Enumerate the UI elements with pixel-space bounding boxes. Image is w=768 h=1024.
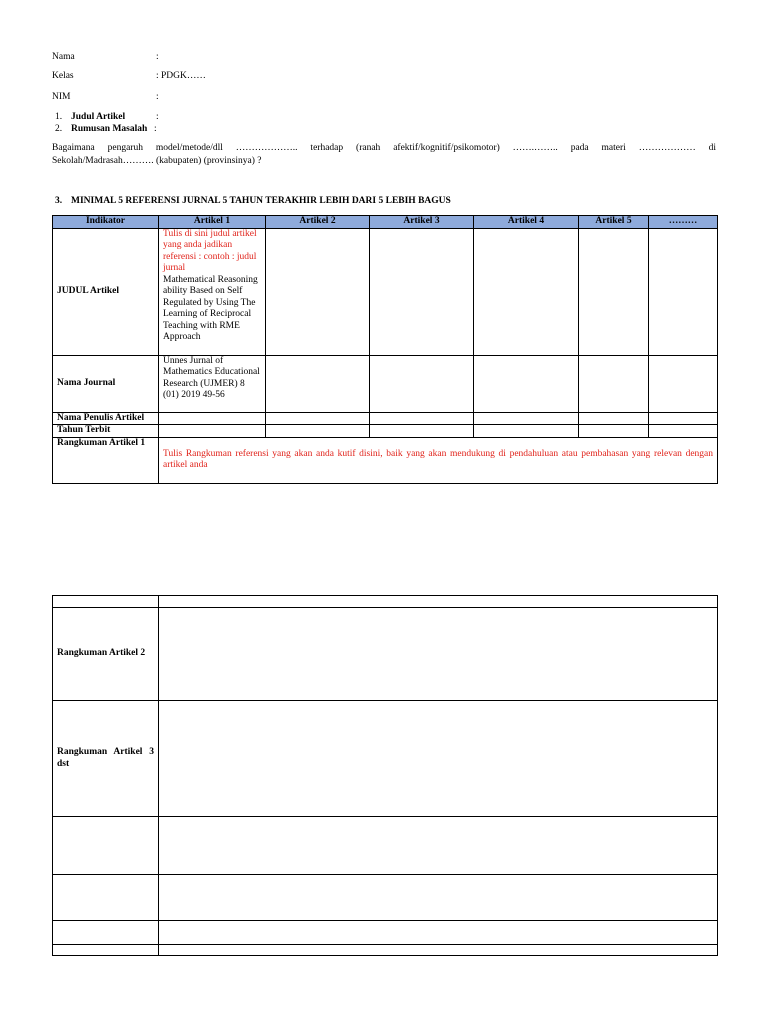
cell-rangkuman-2[interactable] bbox=[159, 608, 718, 701]
summary-row-2 bbox=[53, 608, 718, 701]
cell-judul-more[interactable] bbox=[649, 228, 718, 355]
summary-cell-empty-6[interactable] bbox=[159, 921, 718, 945]
row-label-rangkuman-3: Rangkuman Artikel 3 dst bbox=[53, 701, 159, 817]
cell-tahun-artikel-3[interactable] bbox=[370, 425, 474, 438]
cell-journal-artikel-4[interactable] bbox=[474, 355, 579, 412]
reference-table bbox=[52, 215, 718, 484]
cell-journal-artikel-2[interactable] bbox=[266, 355, 370, 412]
row-label-journal: Nama Journal bbox=[53, 355, 159, 412]
cell-tahun-artikel-2[interactable] bbox=[266, 425, 370, 438]
summary-label-empty-1 bbox=[53, 596, 159, 608]
summary-row-4 bbox=[53, 817, 718, 875]
item-2-value: : bbox=[154, 124, 157, 134]
row-label-penulis: Nama Penulis Artikel bbox=[53, 412, 159, 425]
journal-value: Unnes Jurnal of Mathematics Educational Research (UJMER) 8 (01) 2019 49-56 bbox=[163, 355, 260, 400]
header-artikel-1: Artikel 1 bbox=[159, 216, 266, 229]
summary-row-7 bbox=[53, 945, 718, 956]
table-row-journal bbox=[53, 355, 718, 412]
cell-judul-artikel-3[interactable] bbox=[370, 228, 474, 355]
summary-table bbox=[52, 595, 718, 956]
summary-row-5 bbox=[53, 875, 718, 921]
cell-penulis-artikel-5[interactable] bbox=[579, 412, 649, 425]
nim-value: : bbox=[156, 92, 159, 102]
table-row-penulis bbox=[53, 412, 718, 425]
cell-penulis-artikel-3[interactable] bbox=[370, 412, 474, 425]
summary-row-3 bbox=[53, 701, 718, 817]
table-row-judul bbox=[53, 228, 718, 355]
cell-penulis-more[interactable] bbox=[649, 412, 718, 425]
header-more: ……… bbox=[649, 216, 718, 229]
rangkuman-1-hint: Tulis Rangkuman referensi yang akan anda kutif disini, baik yang akan mendukung di pendahuluan atau pembahasan yang relevan dengan artikel anda bbox=[163, 448, 713, 470]
cell-journal-more[interactable] bbox=[649, 355, 718, 412]
judul-hint: Tulis di sini judul artikel yang anda jadikan referensi : contoh : judul jurnal bbox=[163, 228, 257, 273]
row-label-rangkuman-2: Rangkuman Artikel 2 bbox=[53, 608, 159, 701]
problem-line-1: Bagaimana pengaruh model/metode/dll ……………….. terhadap (ranah afektif/kognitif/psikomotor) …….…….. pada materi ……………… di bbox=[52, 143, 716, 153]
summary-label-empty-5 bbox=[53, 875, 159, 921]
cell-judul-artikel-1[interactable] bbox=[159, 228, 266, 355]
summary-row-6 bbox=[53, 921, 718, 945]
cell-tahun-artikel-1[interactable] bbox=[159, 425, 266, 438]
cell-penulis-artikel-1[interactable] bbox=[159, 412, 266, 425]
item-1-number: 1. bbox=[55, 112, 63, 122]
summary-label-empty-6 bbox=[53, 921, 159, 945]
kelas-label: Kelas bbox=[52, 71, 74, 81]
problem-line-2: Sekolah/Madrasah………. (kabupaten) (provinsinya) ? bbox=[52, 156, 262, 166]
cell-penulis-artikel-4[interactable] bbox=[474, 412, 579, 425]
summary-label-empty-4 bbox=[53, 817, 159, 875]
row-label-rangkuman-1: Rangkuman Artikel 1 bbox=[53, 437, 159, 483]
nama-value: : bbox=[156, 52, 159, 62]
row-label-judul: JUDUL Artikel bbox=[53, 228, 159, 355]
cell-tahun-artikel-5[interactable] bbox=[579, 425, 649, 438]
cell-journal-artikel-3[interactable] bbox=[370, 355, 474, 412]
cell-rangkuman-1[interactable] bbox=[159, 437, 718, 483]
cell-journal-artikel-5[interactable] bbox=[579, 355, 649, 412]
cell-tahun-more[interactable] bbox=[649, 425, 718, 438]
kelas-value: : PDGK…… bbox=[156, 71, 206, 81]
item-1-label: Judul Artikel bbox=[71, 112, 126, 122]
summary-row-top bbox=[53, 596, 718, 608]
nama-label: Nama bbox=[52, 52, 75, 62]
judul-value: Mathematical Reasoning ability Based on Self Regulated by Using The Learning of Reciprocal Teaching with RME Approach bbox=[163, 274, 258, 342]
header-artikel-2: Artikel 2 bbox=[266, 216, 370, 229]
section-3-title: MINIMAL 5 REFERENSI JURNAL 5 TAHUN TERAKHIR LEBIH DARI 5 LEBIH BAGUS bbox=[71, 196, 451, 206]
header-indikator: Indikator bbox=[53, 216, 159, 229]
cell-journal-artikel-1[interactable] bbox=[159, 355, 266, 412]
section-3-number: 3. bbox=[55, 196, 63, 206]
summary-cell-empty-7[interactable] bbox=[159, 945, 718, 956]
table-header-row bbox=[53, 216, 718, 229]
table-row-tahun bbox=[53, 425, 718, 438]
cell-judul-artikel-2[interactable] bbox=[266, 228, 370, 355]
row-label-tahun: Tahun Terbit bbox=[53, 425, 159, 438]
cell-tahun-artikel-4[interactable] bbox=[474, 425, 579, 438]
cell-judul-artikel-5[interactable] bbox=[579, 228, 649, 355]
table-row-rangkuman-1 bbox=[53, 437, 718, 483]
summary-cell-empty-4[interactable] bbox=[159, 817, 718, 875]
summary-label-empty-7 bbox=[53, 945, 159, 956]
cell-penulis-artikel-2[interactable] bbox=[266, 412, 370, 425]
summary-cell-empty-5[interactable] bbox=[159, 875, 718, 921]
nim-label: NIM bbox=[52, 92, 71, 102]
header-artikel-4: Artikel 4 bbox=[474, 216, 579, 229]
cell-rangkuman-3[interactable] bbox=[159, 701, 718, 817]
header-artikel-3: Artikel 3 bbox=[370, 216, 474, 229]
summary-cell-empty-1[interactable] bbox=[159, 596, 718, 608]
cell-judul-artikel-4[interactable] bbox=[474, 228, 579, 355]
item-2-label: Rumusan Masalah bbox=[71, 124, 148, 134]
header-artikel-5: Artikel 5 bbox=[579, 216, 649, 229]
item-2-number: 2. bbox=[55, 124, 63, 134]
item-1-value: : bbox=[156, 112, 159, 122]
